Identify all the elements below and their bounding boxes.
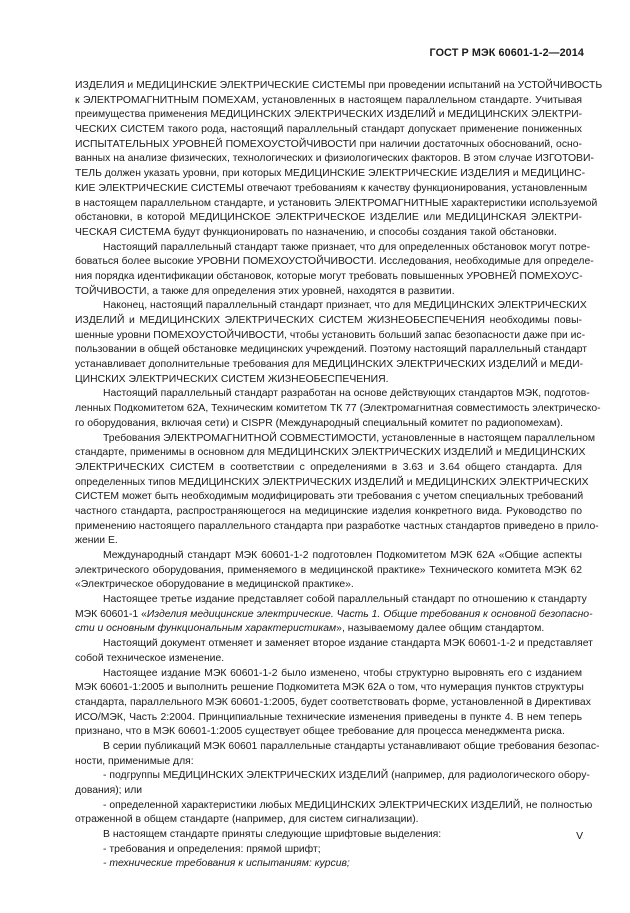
- text-line: ности, применимые для:: [75, 755, 194, 767]
- paragraph: [75, 637, 593, 666]
- text-line: пользовании в общей обстановке медицинских учреждений. Поэтому настоящий параллельный стандарт: [75, 344, 588, 356]
- text-line: обстановки, в которой МЕДИЦИНСКОЕ ЭЛЕКТРИЧЕСКОЕ ИЗДЕЛИЕ или МЕДИЦИНСКАЯ ЭЛЕКТРИ-: [75, 212, 582, 224]
- text-line: Настоящий параллельный стандарт разработан на основе действующих стандартов МЭК, подготов-: [103, 388, 590, 400]
- list-item: [75, 857, 582, 872]
- text-line: - требования и определения: прямой шрифт;: [103, 843, 321, 855]
- text-line: шенные уровни ПОМЕХОУСТОЙЧИВОСТИ, чтобы установить больший запас безопасности даже при ис-: [75, 329, 586, 341]
- text-line: ЭЛЕКТРИЧЕСКИХ СИСТЕМ в соответствии с определениями в 3.63 и 3.64 общего стандарта. Для: [75, 461, 582, 473]
- text-line: «Электрическое оборудование в медицинской практике».: [75, 579, 354, 591]
- text-line: ИСО/МЭК, Часть 2:2004. Принципиальные технические изменения приведены в пункте 4. В нем теперь: [75, 711, 582, 723]
- text-line: боваться более высокие УРОВНИ ПОМЕХОУСТОЙЧИВОСТИ. Исследования, необходимые для определе-: [75, 256, 594, 268]
- text-line: - определенной характеристики любых МЕДИЦИНСКИХ ЭЛЕКТРИЧЕСКИХ ИЗДЕЛИЙ, не полностью: [103, 799, 593, 811]
- text-line: Требования ЭЛЕКТРОМАГНИТНОЙ СОВМЕСТИМОСТИ, установленные в настоящем параллельном: [103, 432, 596, 444]
- paragraph: [75, 241, 594, 300]
- document-body: [75, 79, 603, 872]
- text-line: Настоящее издание МЭК 60601-1-2 было изменено, чтобы структурно выровнять его с изданием: [103, 667, 582, 679]
- page-number: V: [576, 831, 583, 842]
- text-line: дования); или: [75, 785, 143, 796]
- text-line: Настоящий параллельный стандарт также признает, что для определенных обстановок могут потре-: [103, 241, 591, 253]
- text-line: отраженной в общем стандарте (например, для систем сигнализации).: [75, 814, 419, 826]
- paragraph: [75, 549, 582, 593]
- text-line: - технические требования к испытаниям: курсив;: [103, 858, 350, 870]
- text-line: ЦИНСКИХ ЭЛЕКТРИЧЕСКИХ СИСТЕМ ЖИЗНЕОБЕСПЕЧЕНИЯ.: [75, 373, 389, 385]
- list-item: [75, 769, 590, 798]
- text-line: признано, что в МЭК 60601-1:2005 существует общее требование для процесса менеджмента риска.: [75, 726, 565, 738]
- text-line: [75, 608, 593, 623]
- text-line: стандарте, применимы в основном для МЕДИЦИНСКИХ ЭЛЕКТРИЧЕСКИХ ИЗДЕЛИЙ и МЕДИЦИНСКИХ: [75, 447, 586, 459]
- text-line: применению настоящего параллельного стандарта при разработке частных стандартов приведено в прило-: [75, 520, 599, 532]
- text-line: ИСПЫТАТЕЛЬНЫХ УРОВНЕЙ ПОМЕХОУСТОЙЧИВОСТИ при наличии достаточных обоснований, осно-: [75, 138, 582, 150]
- text-line: ленных Подкомитетом 62А, Техническим комитетом ТК 77 (Электромагнитная совместимость электрическо-: [75, 403, 601, 415]
- paragraph: [75, 740, 600, 769]
- text-line: электрического оборудования, применяемого в медицинской практике» Технического комитета МЭК 62: [75, 564, 582, 576]
- paragraph: [75, 828, 582, 843]
- text-line: В серии публикаций МЭК 60601 параллельные стандарты устанавливают общие требования безопас-: [103, 740, 600, 752]
- paragraph: [75, 387, 601, 431]
- text-line: КИЕ ЭЛЕКТРИЧЕСКИЕ СИСТЕМЫ отвечают требованиям к качеству функционирования, установленным: [75, 182, 588, 194]
- text-line: определенных типов МЕДИЦИНСКИХ ЭЛЕКТРИЧЕСКИХ ИЗДЕЛИЙ и МЕДИЦИНСКИХ ЭЛЕКТРИЧЕСКИХ: [75, 476, 589, 488]
- paragraph: [75, 593, 593, 637]
- text-line: Настоящее третье издание представляет собой параллельный стандарт по отношению к стандарту: [103, 594, 587, 606]
- italic-title: Изделия медицинские электрические. Часть 1. Общие требования к основной безопасно-: [146, 608, 593, 620]
- text-line: частного стандарта, распространяющегося на медицинские изделия конкретного вида. Руководство по: [75, 505, 582, 517]
- text-line: ИЗДЕЛИЯ и МЕДИЦИНСКИЕ ЭЛЕКТРИЧЕСКИЕ СИСТЕМЫ при проведении испытаний на УСТОЙЧИВОСТЬ: [75, 80, 603, 91]
- text-line: собой техническое изменение.: [75, 652, 225, 664]
- standard-designation: ГОСТ Р МЭК 60601-1-2—2014: [429, 47, 584, 59]
- text-line: в настоящем параллельном стандарте, и установить ЭЛЕКТРОМАГНИТНЫЕ характеристики используемой: [75, 197, 598, 209]
- text-line: к ЭЛЕКТРОМАГНИТНЫМ ПОМЕХАМ, установленных в настоящем параллельном стандарте. Учитывая: [75, 94, 582, 106]
- text-line: ния порядка идентификации обстановок, которые могут требовать повышенных УРОВНЕЙ ПОМЕХОУС-: [75, 270, 583, 282]
- text-line: ЧЕСКИХ СИСТЕМ такого рода, настоящий параллельный стандарт допускает применение пониженных: [75, 124, 582, 136]
- paragraph: [75, 79, 603, 241]
- list-item: [75, 799, 593, 828]
- text-line: стандарта, параллельного МЭК 60601-1:2005, будет соответствовать форме, установленной в Директивах: [75, 696, 591, 708]
- paragraph: [75, 667, 591, 740]
- text-line: ванных на анализе физических, технологических и физиологических факторов. В этом случае ИЗГОТОВИ-: [75, 153, 594, 165]
- text-line: го оборудования, включая сети) и CISPR (Международный специальный комитет по радиопомехам).: [75, 417, 564, 429]
- paragraph: [75, 299, 588, 387]
- list-item: [75, 843, 582, 858]
- text-run: », называемому далее общим стандартом.: [336, 623, 545, 635]
- text-line: В настоящем стандарте приняты следующие шрифтовые выделения:: [103, 829, 442, 841]
- text-line: устанавливает дополнительные требования для МЕДИЦИНСКИХ ЭЛЕКТРИЧЕСКИХ ИЗДЕЛИЙ и МЕДИ-: [75, 359, 584, 371]
- italic-title: сти и основным функциональным характеристикам: [75, 623, 337, 635]
- text-line: преимущества применения МЕДИЦИНСКИХ ЭЛЕКТРИЧЕСКИХ ИЗДЕЛИЙ и МЕДИЦИНСКИХ ЭЛЕКТРИ-: [75, 109, 583, 121]
- text-line: Наконец, настоящий параллельный стандарт признает, что для МЕДИЦИНСКИХ ЭЛЕКТРИЧЕСКИХ: [103, 300, 587, 312]
- text-line: ТОЙЧИВОСТИ, а также для определения этих уровней, находятся в развитии.: [75, 285, 455, 297]
- text-line: ТЕЛЬ должен указать уровни, при которых МЕДИЦИНСКИЕ ЭЛЕКТРИЧЕСКИЕ ИЗДЕЛИЯ и МЕДИЦИНС-: [75, 168, 586, 180]
- text-line: ИЗДЕЛИЙ и МЕДИЦИНСКИХ ЭЛЕКТРИЧЕСКИХ СИСТЕМ ЖИЗНЕОБЕСПЕЧЕНИЯ необходимы повы-: [75, 315, 582, 326]
- paragraph: [75, 432, 599, 550]
- text-line: Международный стандарт МЭК 60601-1-2 подготовлен Подкомитетом МЭК 62А «Общие аспекты: [103, 550, 582, 561]
- text-line: МЭК 60601-1:2005 и выполнить решение Подкомитета МЭК 62А о том, что нумерация пунктов структуры: [75, 682, 584, 694]
- text-line: - подгруппы МЕДИЦИНСКИХ ЭЛЕКТРИЧЕСКИХ ИЗДЕЛИЙ (например, для радиологического обору-: [103, 770, 590, 782]
- text-line: ЧЕСКАЯ СИСТЕМА будут функционировать по назначению, и способы создания такой обстановки.: [75, 226, 557, 238]
- text-run: МЭК 60601-1 «: [75, 608, 147, 620]
- text-line: жении Е.: [75, 535, 118, 547]
- text-line: [75, 622, 582, 637]
- text-line: Настоящий документ отменяет и заменяет второе издание стандарта МЭК 60601-1-2 и представляет: [103, 638, 593, 650]
- text-line: СИСТЕМ может быть необходимым модифицировать эти требования с учетом специальных требований: [75, 491, 584, 503]
